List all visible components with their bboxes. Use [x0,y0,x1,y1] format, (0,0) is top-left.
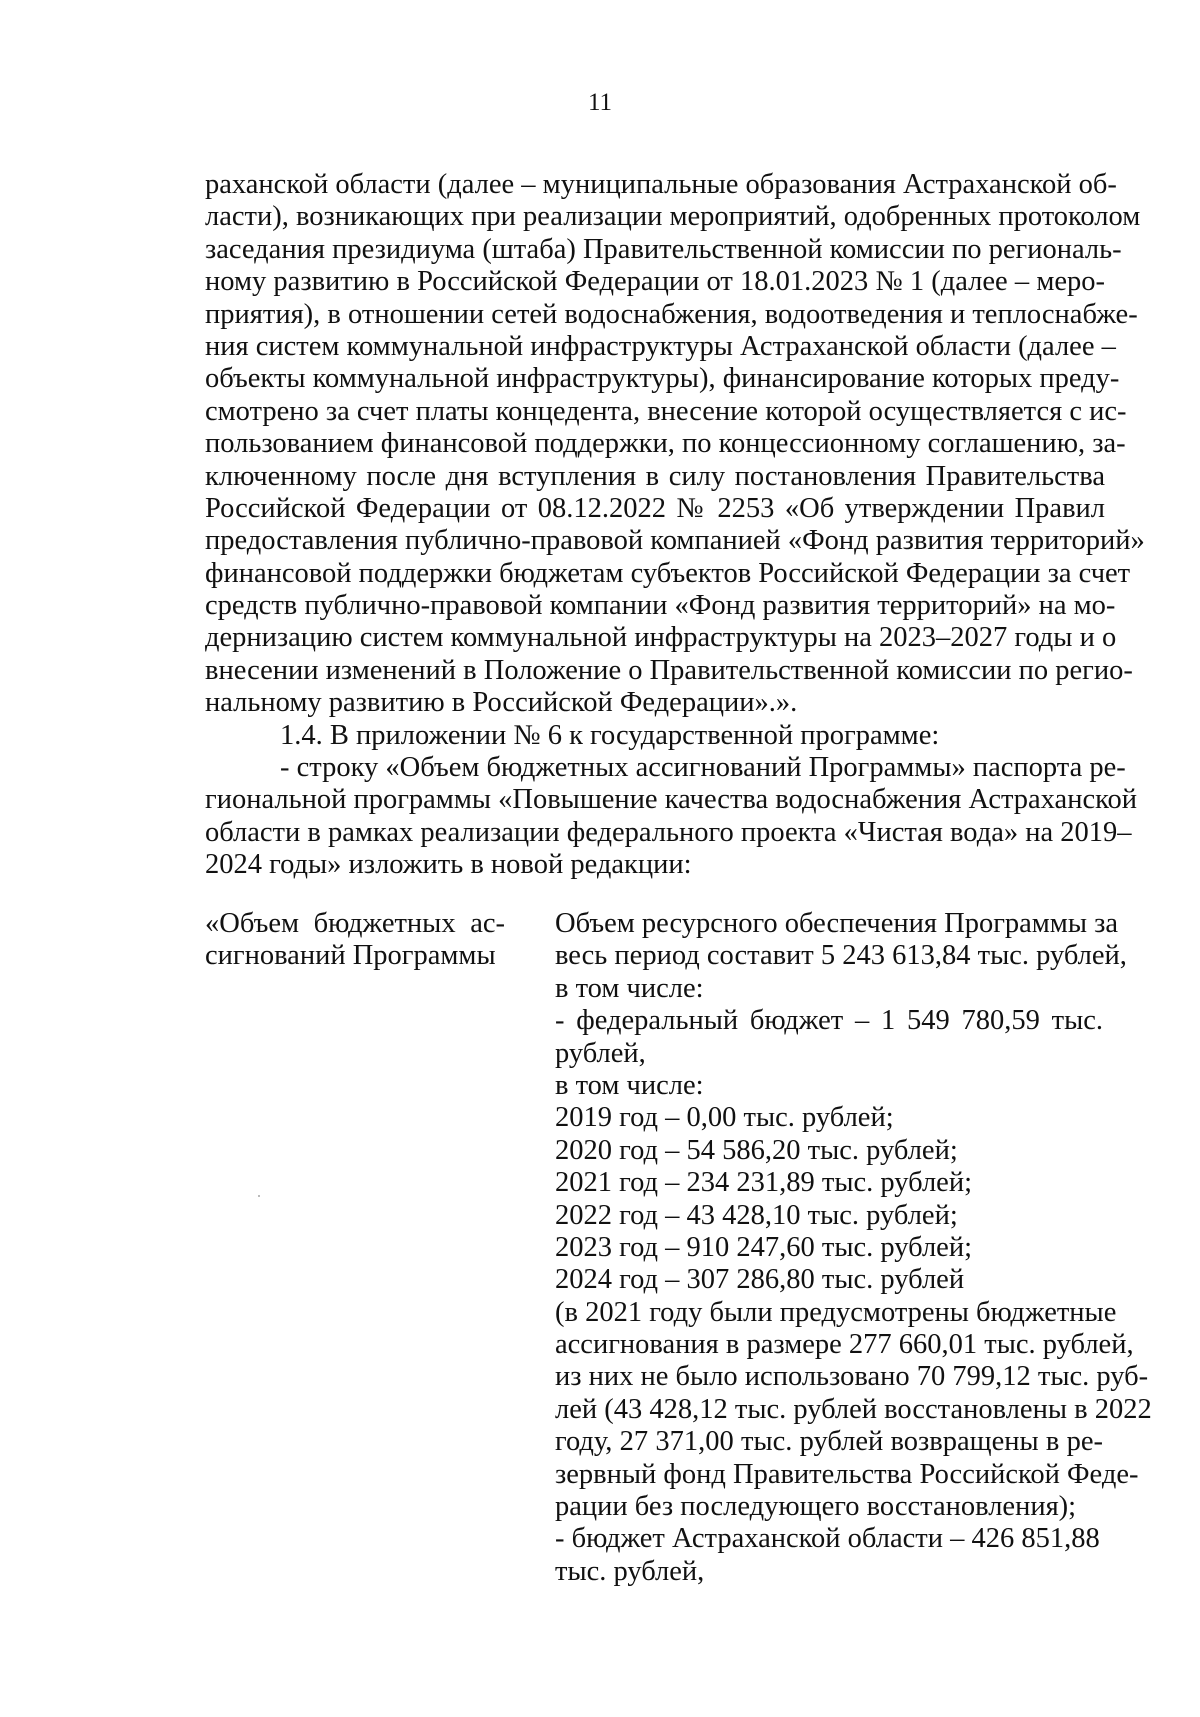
table-value-line: в том числе: [555,1069,704,1101]
text-line: заседания президиума (штаба) Правительственной комиссии по региональ- [205,233,1122,265]
paragraph-continuation [205,169,1145,720]
text-line: гиональной программы «Повышение качества водоснабжения Астраханской [205,784,1138,816]
text-line: раханской области (далее – муниципальные образования Астраханской об- [205,169,1117,200]
table-value-line: 2023 год – 910 247,60 тыс. рублей; [555,1231,972,1263]
section-heading [205,720,1105,752]
table-value-line: Объем ресурсного обеспечения Программы за [555,908,1119,939]
table-value-line: 2021 год – 234 231,89 тыс. рублей; [555,1167,972,1199]
table-value-line: 2024 год – 307 286,80 тыс. рублей [555,1264,965,1296]
document-body [205,169,1145,882]
text-line: средств публично-правовой компании «Фонд развития территорий» на мо- [205,590,1116,622]
table-row-value [555,908,1152,1588]
table-row-label [205,908,505,973]
text-line: - строку «Объем бюджетных ассигнований Программы» паспорта ре- [280,752,1126,784]
table-value-line: в том числе: [555,972,704,1004]
text-line: внесении изменений в Положение о Правительственной комиссии по регио- [205,654,1133,686]
table-value-line: (в 2021 году были предусмотрены бюджетные [555,1296,1117,1328]
text-line: 2024 годы» изложить в новой редакции: [205,849,692,881]
table-value-line: тыс. рублей, [555,1555,705,1587]
section-heading-text: 1.4. В приложении № 6 к государственной программе: [280,719,940,751]
text-line: ключенному после дня вступления в силу постановления Правительства [205,460,1105,492]
text-line: финансовой поддержки бюджетам субъектов Российской Федерации за счет [205,557,1131,589]
table-value-line: рации без последующего восстановления); [555,1491,1077,1523]
table-value-line: зервный фонд Правительства Российской Феде- [555,1458,1139,1490]
text-line: смотрено за счет платы концедента, внесение которой осуществляется с ис- [205,395,1127,427]
table-value-line: лей (43 428,12 тыс. рублей восстановлены в 2022 [555,1393,1152,1425]
text-line: объекты коммунальной инфраструктуры), финансирование которых преду- [205,363,1120,395]
text-line: пользованием финансовой поддержки, по концессионному соглашению, за- [205,428,1126,460]
table-value-line: из них не было использовано 70 799,12 тыс. руб- [555,1361,1149,1393]
text-line: Российской Федерации от 08.12.2022 № 2253 «Об утверждении Правил [205,492,1105,524]
table-value-line: рублей, [555,1037,646,1069]
scan-artifact [258,1195,260,1197]
text-line: дернизацию систем коммунальной инфраструктуры на 2023–2027 годы и о [205,622,1117,654]
table-label-line: сигнований Программы [205,940,496,972]
table-value-line: ассигнования в размере 277 660,01 тыс. рублей, [555,1329,1134,1361]
table-value-line: году, 27 371,00 тыс. рублей возвращены в ре- [555,1426,1103,1458]
page-number: 11 [587,89,613,116]
text-line: ния систем коммунальной инфраструктуры Астраханской области (далее – [205,330,1116,362]
table-value-line: 2020 год – 54 586,20 тыс. рублей; [555,1134,958,1166]
text-line: ному развитию в Российской Федерации от 18.01.2023 № 1 (далее – меро- [205,266,1105,298]
text-line: предоставления публично-правовой компанией «Фонд развития территорий» [205,525,1145,557]
table-value-line: 2019 год – 0,00 тыс. рублей; [555,1102,894,1134]
paragraph-amendment [205,752,1138,882]
table-value-line: - федеральный бюджет – 1 549 780,59 тыс. [555,1005,1103,1037]
table-value-line: весь период составит 5 243 613,84 тыс. рублей, [555,940,1127,972]
table-value-line: 2022 год – 43 428,10 тыс. рублей; [555,1199,958,1231]
table-value-line: - бюджет Астраханской области – 426 851,88 [555,1523,1100,1555]
text-line: ласти), возникающих при реализации мероприятий, одобренных протоколом [205,201,1141,233]
text-line: нальному развитию в Российской Федерации».». [205,687,798,719]
text-line: области в рамках реализации федерального проекта «Чистая вода» на 2019– [205,816,1132,848]
text-line: приятия), в отношении сетей водоснабжения, водоотведения и теплоснабже- [205,298,1138,330]
table-label-line: «Объем бюджетных ас- [205,908,505,939]
